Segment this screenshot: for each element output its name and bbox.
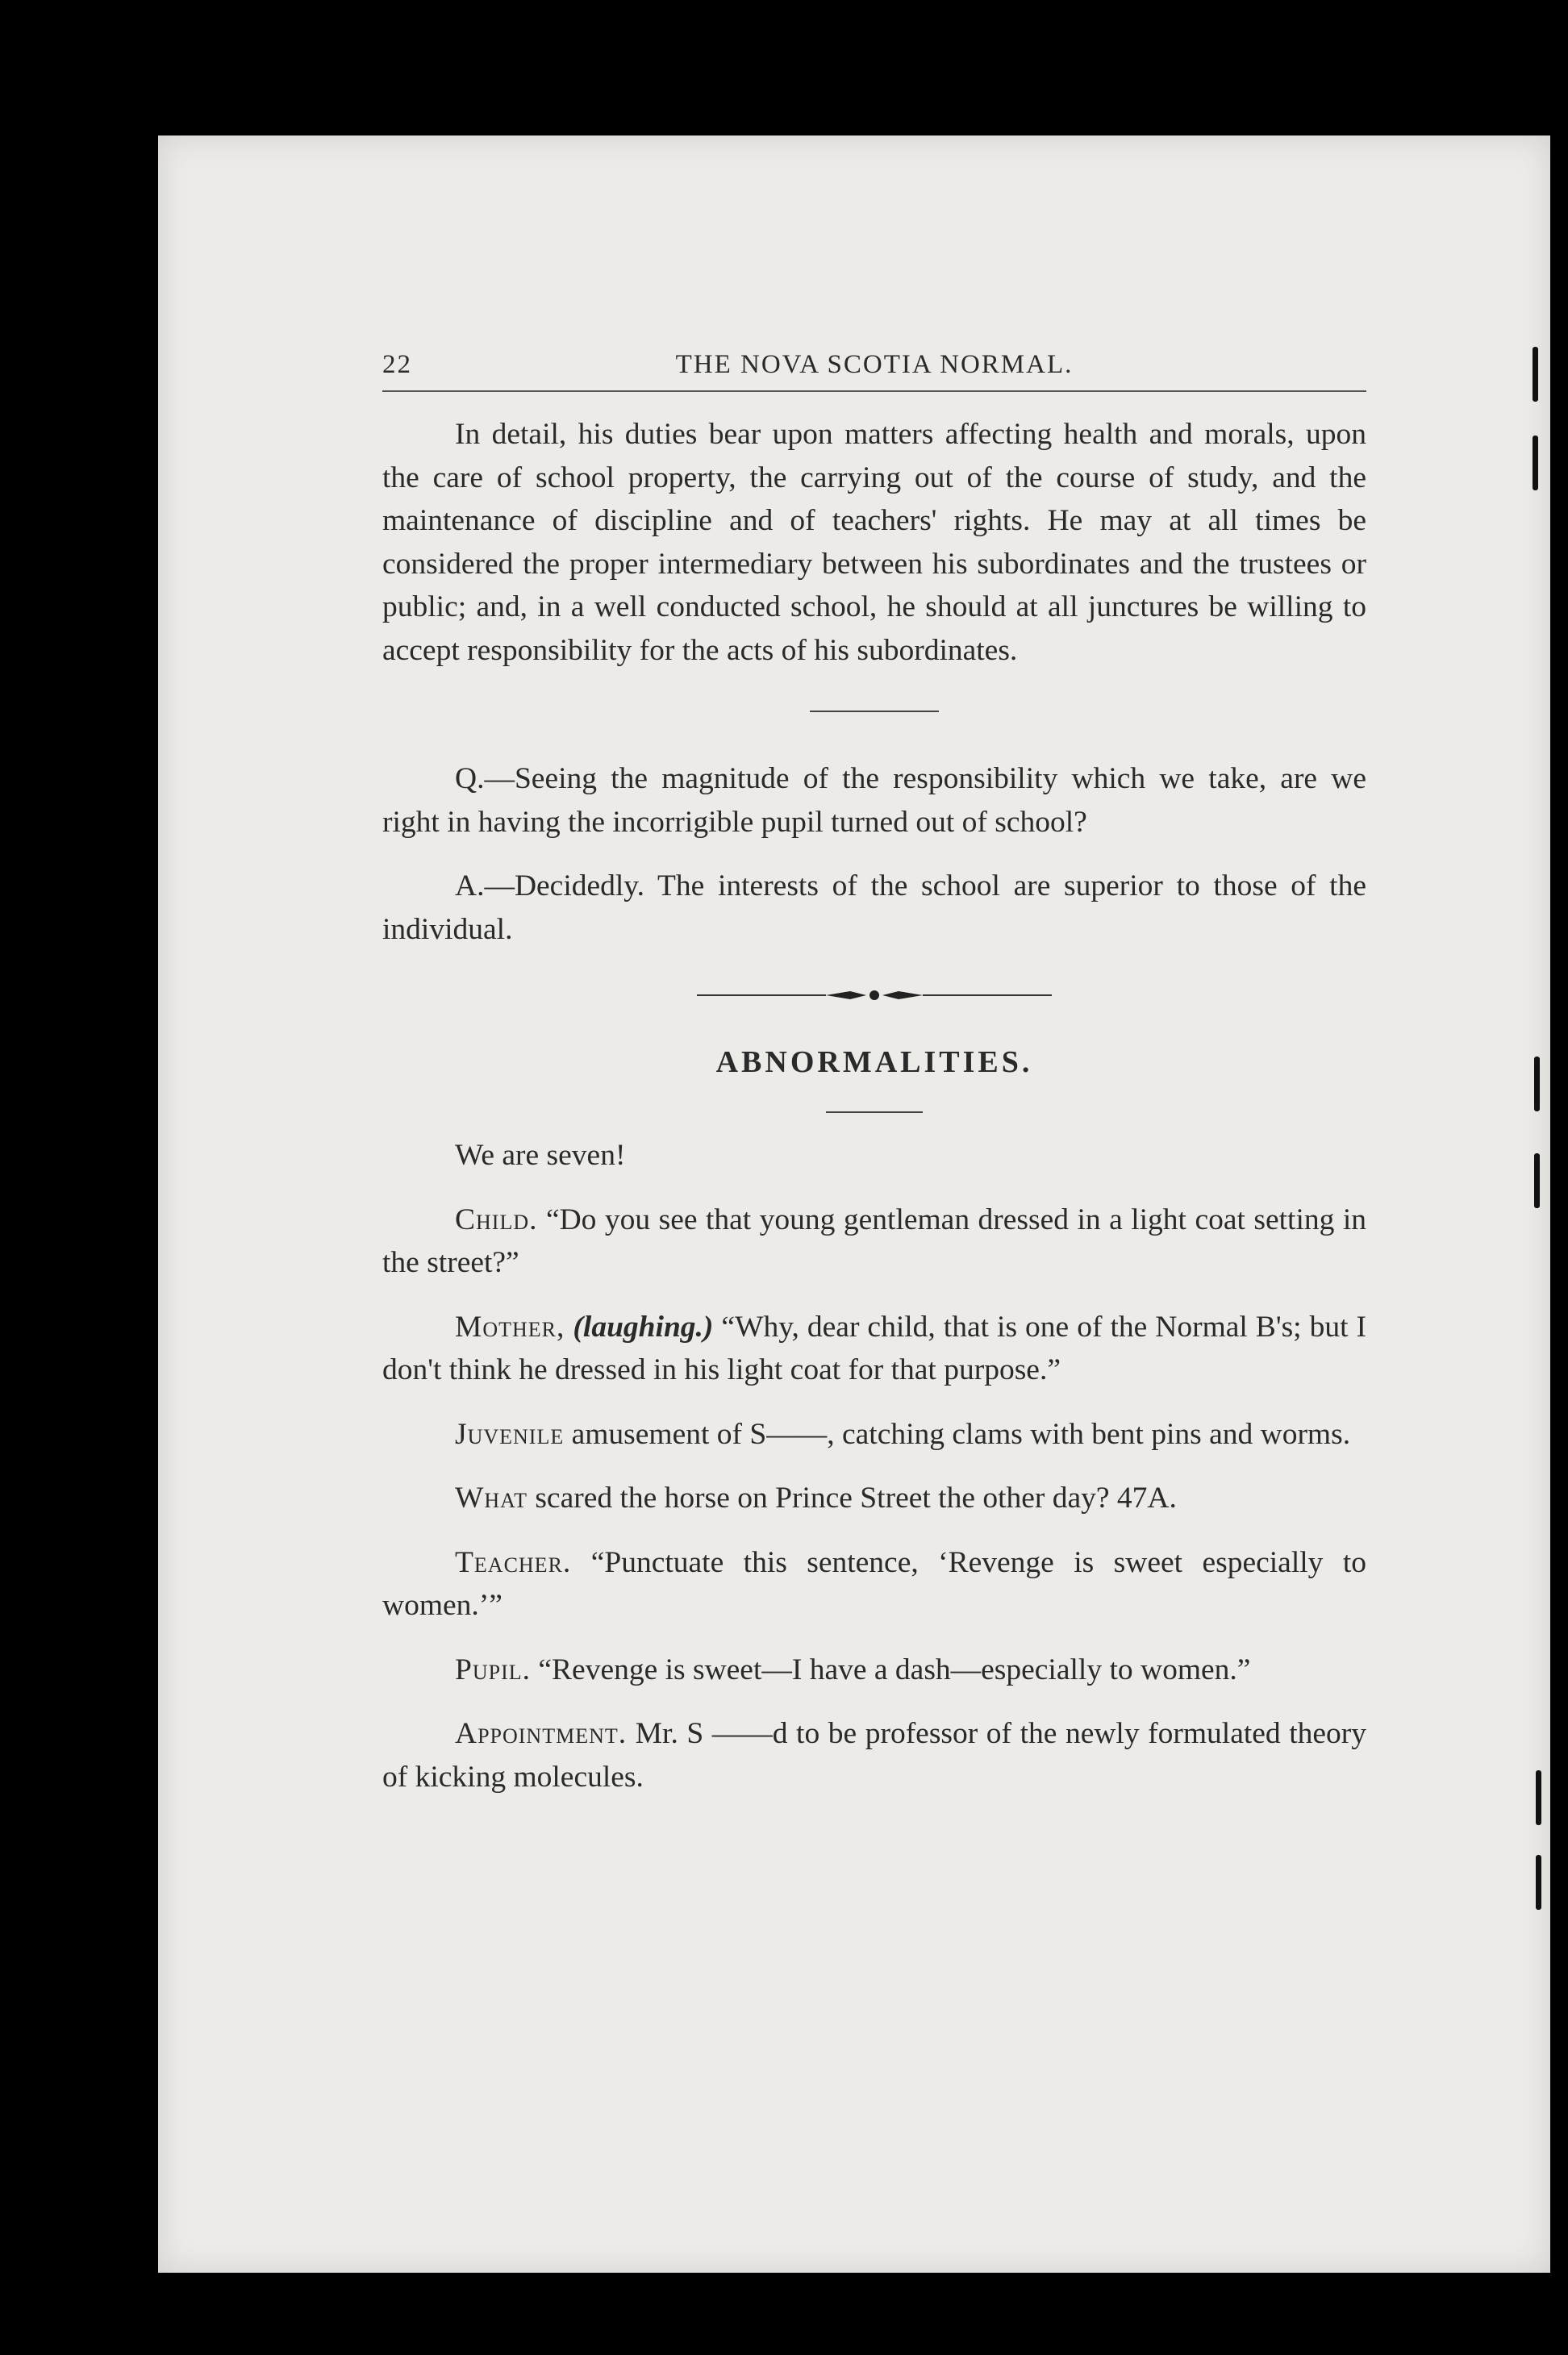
child-text: “Do you see that young gentleman dressed in a light coat setting in the street?”: [382, 1203, 1366, 1279]
section-divider: [810, 711, 939, 712]
teacher-speaker: Teacher.: [455, 1545, 572, 1579]
heading-rule: [826, 1111, 923, 1113]
journal-title: THE NOVA SCOTIA NORMAL.: [675, 350, 1074, 379]
ornamental-divider: [697, 986, 1052, 1004]
pupil-text: “Revenge is sweet—I have a dash—especially to women.”: [531, 1653, 1251, 1686]
pupil-speaker: Pupil.: [455, 1653, 532, 1686]
running-header: [382, 344, 1366, 386]
child-paragraph: [382, 1198, 1366, 1285]
mother-paragraph: [382, 1306, 1366, 1392]
teacher-paragraph: [382, 1541, 1366, 1628]
we-are-seven-line: We are seven!: [455, 1139, 626, 1172]
page-number: 22: [382, 350, 412, 379]
mother-stage-direction: (laughing.): [573, 1310, 714, 1344]
film-edge-mark: [1534, 1153, 1540, 1208]
pupil-paragraph: [382, 1648, 1366, 1692]
what-lead: What: [455, 1482, 528, 1515]
film-edge-mark: [1533, 436, 1538, 490]
film-edge-mark: [1534, 1057, 1540, 1111]
appointment-text: Mr. S ——d to be professor of the newly formulated theory of kicking molecules.: [382, 1717, 1366, 1794]
page-content: [382, 344, 1366, 1819]
appointment-lead: Appointment.: [455, 1717, 628, 1750]
juvenile-lead: Juvenile: [455, 1417, 565, 1451]
what-text: scared the horse on Prince Street the other day? 47A.: [527, 1482, 1177, 1515]
juvenile-text: amusement of S——, catching clams with bent pins and worms.: [564, 1417, 1351, 1451]
header-rule: [382, 390, 1366, 392]
child-speaker: Child.: [455, 1203, 538, 1236]
teacher-text: “Punctuate this sentence, ‘Revenge is sweet especially to women.’”: [382, 1545, 1366, 1622]
intro-paragraph: In detail, his duties bear upon matters affecting health and morals, upon the care of school property, the carrying out of the course of study, and the maintenance of discipline and of teachers' rights. He may at all times be considered the proper intermediary between his subordinates and the trustees or public; and, in a well conducted school, he should at all junctures be willing to accept responsibility for the acts of his subordinates.: [382, 418, 1366, 667]
film-edge-mark: [1533, 347, 1538, 402]
what-paragraph: [382, 1477, 1366, 1520]
answer-paragraph: A.—Decidedly. The interests of the school are superior to those of the individual.: [382, 869, 1366, 946]
appointment-paragraph: [382, 1712, 1366, 1799]
film-edge-mark: [1536, 1855, 1541, 1910]
mother-text: “Why, dear child, that is one of the Normal B's; but I don't think he dressed in his light coat for that purpose.”: [382, 1310, 1367, 1386]
mother-speaker: Mother,: [455, 1310, 565, 1344]
film-edge-mark: [1536, 1770, 1541, 1825]
document-page: [158, 135, 1550, 2273]
juvenile-paragraph: [382, 1413, 1366, 1457]
question-paragraph: Q.—Seeing the magnitude of the responsibility which we take, are we right in having the incorrigible pupil turned out of school?: [382, 762, 1366, 839]
section-heading: ABNORMALITIES.: [715, 1045, 1033, 1079]
